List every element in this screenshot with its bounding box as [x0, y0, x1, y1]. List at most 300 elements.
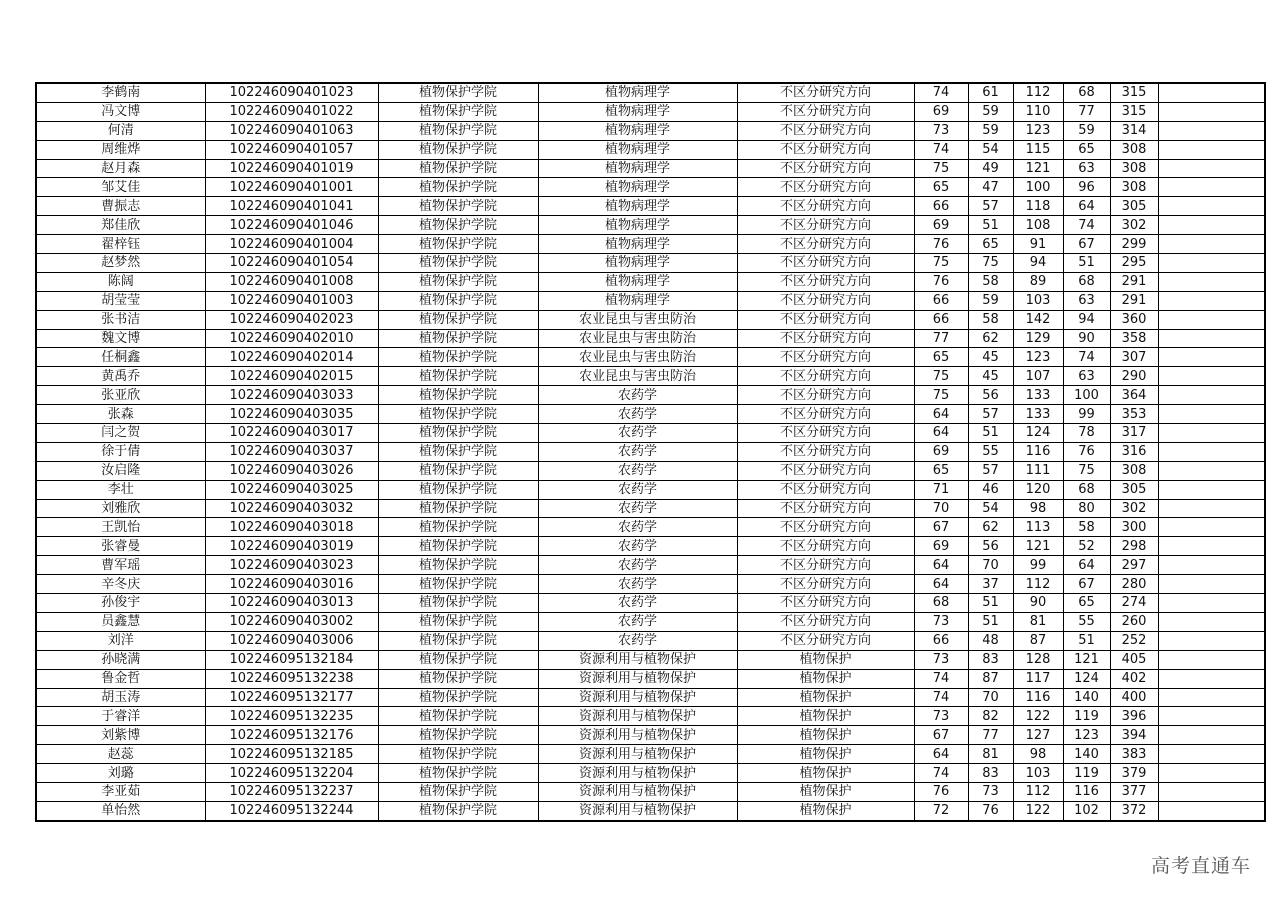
name-cell: 黄禹乔: [36, 367, 205, 386]
name-cell: 单怡然: [36, 801, 205, 820]
remark-cell: [1158, 499, 1265, 518]
table-row: [36, 348, 1265, 367]
subject1-score-cell: 112: [1013, 782, 1063, 801]
total-score-cell: 379: [1110, 764, 1158, 783]
language-score-cell: 82: [968, 707, 1013, 726]
major-cell: 农业昆虫与害虫防治: [538, 367, 737, 386]
exam-id-cell: 102246090403032: [205, 499, 378, 518]
exam-id-cell: 102246090401063: [205, 121, 378, 140]
exam-id-cell: 102246095132237: [205, 782, 378, 801]
language-score-cell: 61: [968, 83, 1013, 102]
total-score-cell: 377: [1110, 782, 1158, 801]
table-row: [36, 594, 1265, 613]
direction-cell: 植物保护: [737, 745, 914, 764]
total-score-cell: 302: [1110, 216, 1158, 235]
subject2-score-cell: 55: [1063, 612, 1110, 631]
exam-id-cell: 102246090403025: [205, 480, 378, 499]
name-cell: 何清: [36, 121, 205, 140]
language-score-cell: 77: [968, 726, 1013, 745]
direction-cell: 不区分研究方向: [737, 461, 914, 480]
remark-cell: [1158, 235, 1265, 254]
major-cell: 植物病理学: [538, 197, 737, 216]
subject2-score-cell: 119: [1063, 764, 1110, 783]
subject1-score-cell: 123: [1013, 121, 1063, 140]
table-row: [36, 499, 1265, 518]
name-cell: 王凯怡: [36, 518, 205, 537]
subject1-score-cell: 91: [1013, 235, 1063, 254]
total-score-cell: 297: [1110, 556, 1158, 575]
total-score-cell: 308: [1110, 140, 1158, 159]
total-score-cell: 402: [1110, 669, 1158, 688]
table-row: [36, 707, 1265, 726]
exam-id-cell: 102246090401046: [205, 216, 378, 235]
remark-cell: [1158, 669, 1265, 688]
politics-score-cell: 74: [914, 688, 968, 707]
remark-cell: [1158, 461, 1265, 480]
name-cell: 鲁金哲: [36, 669, 205, 688]
major-cell: 植物病理学: [538, 102, 737, 121]
subject2-score-cell: 77: [1063, 102, 1110, 121]
exam-id-cell: 102246095132244: [205, 801, 378, 820]
subject2-score-cell: 140: [1063, 688, 1110, 707]
subject1-score-cell: 99: [1013, 556, 1063, 575]
subject2-score-cell: 63: [1063, 159, 1110, 178]
remark-cell: [1158, 272, 1265, 291]
major-cell: 植物病理学: [538, 235, 737, 254]
college-cell: 植物保护学院: [378, 197, 538, 216]
college-cell: 植物保护学院: [378, 688, 538, 707]
major-cell: 农业昆虫与害虫防治: [538, 310, 737, 329]
college-cell: 植物保护学院: [378, 102, 538, 121]
direction-cell: 不区分研究方向: [737, 386, 914, 405]
direction-cell: 不区分研究方向: [737, 405, 914, 424]
total-score-cell: 364: [1110, 386, 1158, 405]
total-score-cell: 252: [1110, 631, 1158, 650]
major-cell: 农药学: [538, 631, 737, 650]
remark-cell: [1158, 764, 1265, 783]
total-score-cell: 299: [1110, 235, 1158, 254]
exam-id-cell: 102246095132185: [205, 745, 378, 764]
exam-id-cell: 102246090403016: [205, 575, 378, 594]
exam-id-cell: 102246090403037: [205, 442, 378, 461]
name-cell: 郑佳欣: [36, 216, 205, 235]
politics-score-cell: 65: [914, 178, 968, 197]
remark-cell: [1158, 348, 1265, 367]
college-cell: 植物保护学院: [378, 367, 538, 386]
remark-cell: [1158, 310, 1265, 329]
exam-id-cell: 102246095132177: [205, 688, 378, 707]
subject2-score-cell: 67: [1063, 575, 1110, 594]
name-cell: 胡莹莹: [36, 291, 205, 310]
direction-cell: 不区分研究方向: [737, 178, 914, 197]
name-cell: 于睿洋: [36, 707, 205, 726]
college-cell: 植物保护学院: [378, 480, 538, 499]
table-row: [36, 518, 1265, 537]
table-row: [36, 631, 1265, 650]
total-score-cell: 295: [1110, 254, 1158, 273]
politics-score-cell: 65: [914, 461, 968, 480]
college-cell: 植物保护学院: [378, 745, 538, 764]
college-cell: 植物保护学院: [378, 424, 538, 443]
subject1-score-cell: 124: [1013, 424, 1063, 443]
major-cell: 植物病理学: [538, 159, 737, 178]
subject2-score-cell: 63: [1063, 367, 1110, 386]
language-score-cell: 56: [968, 386, 1013, 405]
language-score-cell: 62: [968, 518, 1013, 537]
table-row: [36, 424, 1265, 443]
table-row: [36, 159, 1265, 178]
total-score-cell: 298: [1110, 537, 1158, 556]
remark-cell: [1158, 782, 1265, 801]
politics-score-cell: 74: [914, 140, 968, 159]
major-cell: 植物病理学: [538, 272, 737, 291]
table-row: [36, 178, 1265, 197]
direction-cell: 不区分研究方向: [737, 197, 914, 216]
table-row: [36, 102, 1265, 121]
subject2-score-cell: 99: [1063, 405, 1110, 424]
direction-cell: 不区分研究方向: [737, 83, 914, 102]
total-score-cell: 360: [1110, 310, 1158, 329]
politics-score-cell: 75: [914, 159, 968, 178]
subject1-score-cell: 94: [1013, 254, 1063, 273]
subject2-score-cell: 51: [1063, 254, 1110, 273]
politics-score-cell: 69: [914, 537, 968, 556]
name-cell: 张森: [36, 405, 205, 424]
exam-id-cell: 102246095132184: [205, 650, 378, 669]
subject1-score-cell: 128: [1013, 650, 1063, 669]
direction-cell: 植物保护: [737, 688, 914, 707]
remark-cell: [1158, 83, 1265, 102]
remark-cell: [1158, 612, 1265, 631]
subject1-score-cell: 98: [1013, 499, 1063, 518]
major-cell: 资源利用与植物保护: [538, 688, 737, 707]
table-row: [36, 801, 1265, 820]
subject1-score-cell: 116: [1013, 688, 1063, 707]
subject2-score-cell: 65: [1063, 140, 1110, 159]
subject2-score-cell: 140: [1063, 745, 1110, 764]
major-cell: 农药学: [538, 386, 737, 405]
college-cell: 植物保护学院: [378, 159, 538, 178]
total-score-cell: 308: [1110, 178, 1158, 197]
name-cell: 赵蕊: [36, 745, 205, 764]
language-score-cell: 55: [968, 442, 1013, 461]
subject1-score-cell: 112: [1013, 83, 1063, 102]
name-cell: 邹艾佳: [36, 178, 205, 197]
direction-cell: 不区分研究方向: [737, 594, 914, 613]
politics-score-cell: 75: [914, 367, 968, 386]
language-score-cell: 57: [968, 405, 1013, 424]
direction-cell: 不区分研究方向: [737, 291, 914, 310]
subject2-score-cell: 52: [1063, 537, 1110, 556]
direction-cell: 不区分研究方向: [737, 348, 914, 367]
major-cell: 农药学: [538, 518, 737, 537]
exam-id-cell: 102246090401003: [205, 291, 378, 310]
exam-id-cell: 102246090403033: [205, 386, 378, 405]
exam-id-cell: 102246090403002: [205, 612, 378, 631]
major-cell: 植物病理学: [538, 121, 737, 140]
politics-score-cell: 64: [914, 424, 968, 443]
remark-cell: [1158, 216, 1265, 235]
college-cell: 植物保护学院: [378, 669, 538, 688]
language-score-cell: 76: [968, 801, 1013, 820]
name-cell: 陈阔: [36, 272, 205, 291]
language-score-cell: 54: [968, 140, 1013, 159]
language-score-cell: 81: [968, 745, 1013, 764]
language-score-cell: 49: [968, 159, 1013, 178]
major-cell: 农药学: [538, 499, 737, 518]
total-score-cell: 317: [1110, 424, 1158, 443]
subject2-score-cell: 119: [1063, 707, 1110, 726]
language-score-cell: 45: [968, 367, 1013, 386]
name-cell: 孙俊宇: [36, 594, 205, 613]
name-cell: 刘雅欣: [36, 499, 205, 518]
politics-score-cell: 66: [914, 291, 968, 310]
total-score-cell: 305: [1110, 480, 1158, 499]
language-score-cell: 51: [968, 594, 1013, 613]
remark-cell: [1158, 556, 1265, 575]
subject1-score-cell: 81: [1013, 612, 1063, 631]
table-row: [36, 310, 1265, 329]
total-score-cell: 396: [1110, 707, 1158, 726]
direction-cell: 不区分研究方向: [737, 102, 914, 121]
exam-id-cell: 102246090403019: [205, 537, 378, 556]
table-row: [36, 688, 1265, 707]
subject2-score-cell: 64: [1063, 197, 1110, 216]
total-score-cell: 400: [1110, 688, 1158, 707]
politics-score-cell: 76: [914, 235, 968, 254]
exam-id-cell: 102246090403018: [205, 518, 378, 537]
remark-cell: [1158, 688, 1265, 707]
direction-cell: 不区分研究方向: [737, 424, 914, 443]
table-row: [36, 782, 1265, 801]
major-cell: 资源利用与植物保护: [538, 707, 737, 726]
direction-cell: 不区分研究方向: [737, 254, 914, 273]
exam-id-cell: 102246090402015: [205, 367, 378, 386]
total-score-cell: 290: [1110, 367, 1158, 386]
subject1-score-cell: 112: [1013, 575, 1063, 594]
table-row: [36, 291, 1265, 310]
language-score-cell: 83: [968, 764, 1013, 783]
exam-id-cell: 102246090402010: [205, 329, 378, 348]
total-score-cell: 307: [1110, 348, 1158, 367]
subject2-score-cell: 75: [1063, 461, 1110, 480]
politics-score-cell: 69: [914, 102, 968, 121]
college-cell: 植物保护学院: [378, 254, 538, 273]
major-cell: 植物病理学: [538, 178, 737, 197]
major-cell: 植物病理学: [538, 216, 737, 235]
subject1-score-cell: 87: [1013, 631, 1063, 650]
politics-score-cell: 72: [914, 801, 968, 820]
subject2-score-cell: 80: [1063, 499, 1110, 518]
language-score-cell: 37: [968, 575, 1013, 594]
politics-score-cell: 64: [914, 556, 968, 575]
direction-cell: 不区分研究方向: [737, 556, 914, 575]
major-cell: 农药学: [538, 575, 737, 594]
politics-score-cell: 65: [914, 348, 968, 367]
language-score-cell: 59: [968, 291, 1013, 310]
major-cell: 资源利用与植物保护: [538, 745, 737, 764]
subject1-score-cell: 117: [1013, 669, 1063, 688]
major-cell: 农药学: [538, 556, 737, 575]
exam-id-cell: 102246090401057: [205, 140, 378, 159]
name-cell: 徐于倩: [36, 442, 205, 461]
politics-score-cell: 73: [914, 121, 968, 140]
subject2-score-cell: 96: [1063, 178, 1110, 197]
subject1-score-cell: 121: [1013, 159, 1063, 178]
major-cell: 资源利用与植物保护: [538, 669, 737, 688]
name-cell: 曹振志: [36, 197, 205, 216]
table-row: [36, 442, 1265, 461]
college-cell: 植物保护学院: [378, 782, 538, 801]
major-cell: 农业昆虫与害虫防治: [538, 329, 737, 348]
remark-cell: [1158, 480, 1265, 499]
politics-score-cell: 74: [914, 83, 968, 102]
language-score-cell: 58: [968, 272, 1013, 291]
politics-score-cell: 64: [914, 745, 968, 764]
subject1-score-cell: 133: [1013, 405, 1063, 424]
college-cell: 植物保护学院: [378, 612, 538, 631]
exam-id-cell: 102246090403006: [205, 631, 378, 650]
score-table: [35, 82, 1266, 822]
politics-score-cell: 75: [914, 254, 968, 273]
remark-cell: [1158, 291, 1265, 310]
table-row: [36, 669, 1265, 688]
politics-score-cell: 76: [914, 782, 968, 801]
name-cell: 汝启隆: [36, 461, 205, 480]
table-row: [36, 329, 1265, 348]
language-score-cell: 51: [968, 424, 1013, 443]
subject2-score-cell: 63: [1063, 291, 1110, 310]
language-score-cell: 87: [968, 669, 1013, 688]
major-cell: 植物病理学: [538, 140, 737, 159]
major-cell: 资源利用与植物保护: [538, 782, 737, 801]
subject1-score-cell: 133: [1013, 386, 1063, 405]
college-cell: 植物保护学院: [378, 707, 538, 726]
exam-id-cell: 102246090401004: [205, 235, 378, 254]
subject2-score-cell: 64: [1063, 556, 1110, 575]
exam-id-cell: 102246090403035: [205, 405, 378, 424]
name-cell: 冯文博: [36, 102, 205, 121]
college-cell: 植物保护学院: [378, 310, 538, 329]
subject2-score-cell: 124: [1063, 669, 1110, 688]
subject1-score-cell: 142: [1013, 310, 1063, 329]
direction-cell: 植物保护: [737, 764, 914, 783]
remark-cell: [1158, 367, 1265, 386]
politics-score-cell: 74: [914, 764, 968, 783]
politics-score-cell: 70: [914, 499, 968, 518]
direction-cell: 不区分研究方向: [737, 631, 914, 650]
language-score-cell: 57: [968, 197, 1013, 216]
language-score-cell: 73: [968, 782, 1013, 801]
subject2-score-cell: 74: [1063, 216, 1110, 235]
college-cell: 植物保护学院: [378, 764, 538, 783]
politics-score-cell: 66: [914, 310, 968, 329]
direction-cell: 不区分研究方向: [737, 518, 914, 537]
major-cell: 植物病理学: [538, 83, 737, 102]
exam-id-cell: 102246090403023: [205, 556, 378, 575]
direction-cell: 不区分研究方向: [737, 272, 914, 291]
language-score-cell: 70: [968, 556, 1013, 575]
language-score-cell: 58: [968, 310, 1013, 329]
subject2-score-cell: 68: [1063, 272, 1110, 291]
total-score-cell: 274: [1110, 594, 1158, 613]
language-score-cell: 56: [968, 537, 1013, 556]
college-cell: 植物保护学院: [378, 83, 538, 102]
direction-cell: 不区分研究方向: [737, 499, 914, 518]
college-cell: 植物保护学院: [378, 537, 538, 556]
remark-cell: [1158, 745, 1265, 764]
subject1-score-cell: 98: [1013, 745, 1063, 764]
total-score-cell: 260: [1110, 612, 1158, 631]
direction-cell: 植物保护: [737, 782, 914, 801]
name-cell: 周维烨: [36, 140, 205, 159]
subject1-score-cell: 108: [1013, 216, 1063, 235]
remark-cell: [1158, 254, 1265, 273]
language-score-cell: 59: [968, 102, 1013, 121]
remark-cell: [1158, 178, 1265, 197]
exam-id-cell: 102246095132238: [205, 669, 378, 688]
name-cell: 胡玉涛: [36, 688, 205, 707]
total-score-cell: 353: [1110, 405, 1158, 424]
total-score-cell: 300: [1110, 518, 1158, 537]
table-row: [36, 83, 1265, 102]
table-row: [36, 556, 1265, 575]
college-cell: 植物保护学院: [378, 386, 538, 405]
name-cell: 刘洋: [36, 631, 205, 650]
exam-id-cell: 102246095132176: [205, 726, 378, 745]
table-row: [36, 367, 1265, 386]
subject2-score-cell: 90: [1063, 329, 1110, 348]
remark-cell: [1158, 575, 1265, 594]
politics-score-cell: 66: [914, 631, 968, 650]
language-score-cell: 57: [968, 461, 1013, 480]
politics-score-cell: 69: [914, 442, 968, 461]
major-cell: 农药学: [538, 480, 737, 499]
total-score-cell: 315: [1110, 83, 1158, 102]
remark-cell: [1158, 518, 1265, 537]
name-cell: 闫之贺: [36, 424, 205, 443]
direction-cell: 不区分研究方向: [737, 537, 914, 556]
exam-id-cell: 102246090401019: [205, 159, 378, 178]
name-cell: 赵月森: [36, 159, 205, 178]
subject1-score-cell: 90: [1013, 594, 1063, 613]
name-cell: 赵梦然: [36, 254, 205, 273]
subject2-score-cell: 65: [1063, 594, 1110, 613]
politics-score-cell: 69: [914, 216, 968, 235]
table-row: [36, 612, 1265, 631]
politics-score-cell: 67: [914, 726, 968, 745]
total-score-cell: 305: [1110, 197, 1158, 216]
politics-score-cell: 68: [914, 594, 968, 613]
remark-cell: [1158, 707, 1265, 726]
politics-score-cell: 71: [914, 480, 968, 499]
major-cell: 资源利用与植物保护: [538, 650, 737, 669]
exam-id-cell: 102246090402023: [205, 310, 378, 329]
direction-cell: 植物保护: [737, 801, 914, 820]
subject1-score-cell: 110: [1013, 102, 1063, 121]
college-cell: 植物保护学院: [378, 801, 538, 820]
subject1-score-cell: 103: [1013, 764, 1063, 783]
total-score-cell: 372: [1110, 801, 1158, 820]
direction-cell: 植物保护: [737, 726, 914, 745]
exam-id-cell: 102246095132235: [205, 707, 378, 726]
subject1-score-cell: 127: [1013, 726, 1063, 745]
name-cell: 孙晓满: [36, 650, 205, 669]
total-score-cell: 291: [1110, 291, 1158, 310]
college-cell: 植物保护学院: [378, 650, 538, 669]
subject1-score-cell: 122: [1013, 801, 1063, 820]
exam-id-cell: 102246090401008: [205, 272, 378, 291]
